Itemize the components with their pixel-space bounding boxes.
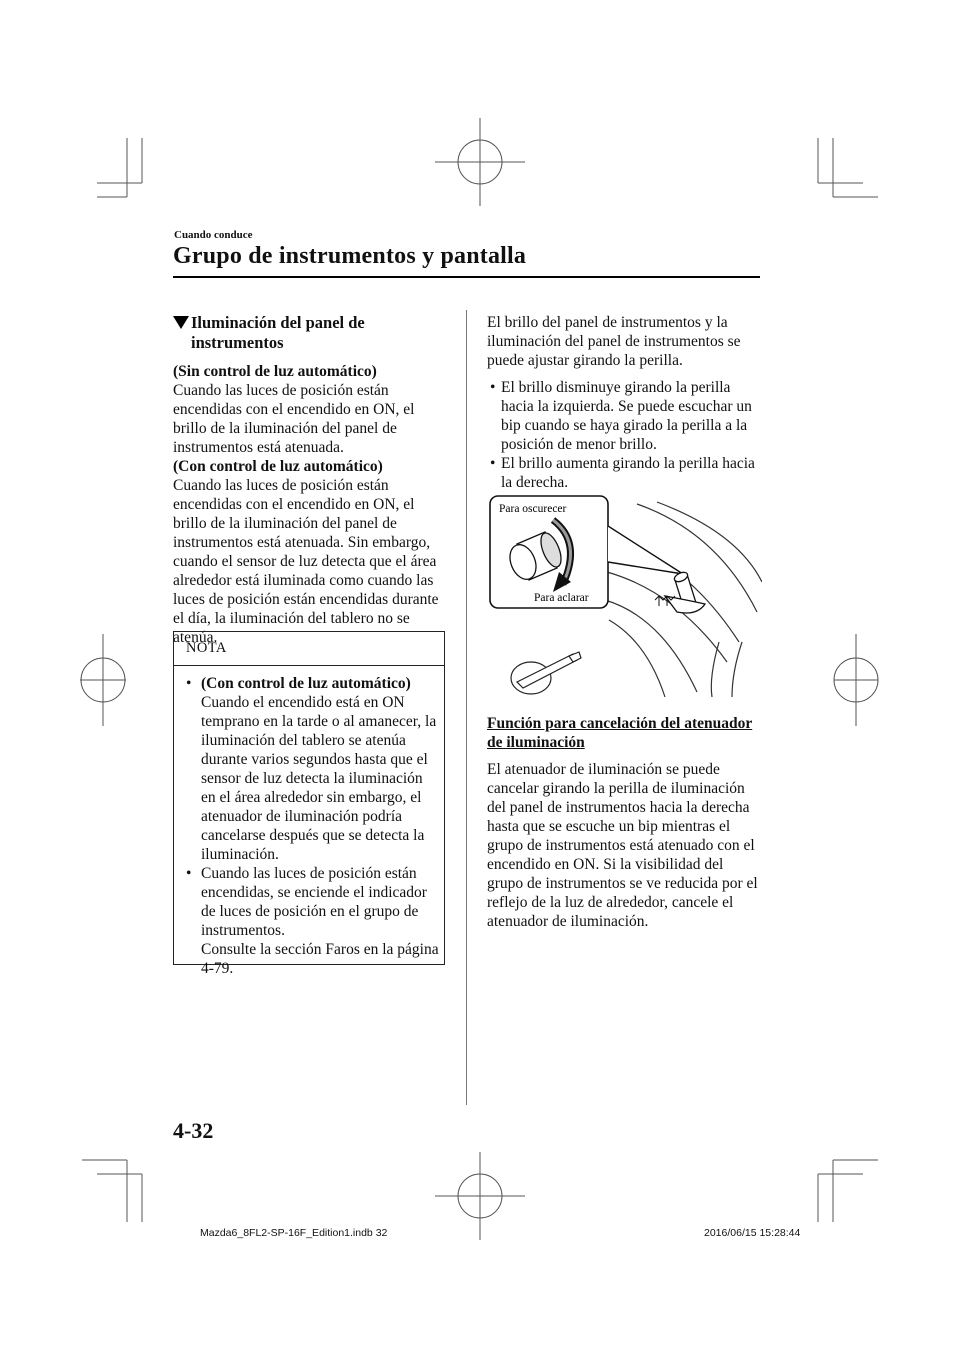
dimmer-illustration xyxy=(487,492,762,702)
note-item-text: Cuando el encendido está en ON temprano en la tarde o al amanecer, la iluminación del tablero se atenúa durante varios segundos hasta que el sensor de luz detecta la iluminación en el área alrededor sin embargo, el atenuador de iluminación podría cancelarse después que se detecta la iluminación. xyxy=(201,694,437,863)
page-number: 4-32 xyxy=(173,1118,214,1143)
bullet-icon: • xyxy=(490,455,496,472)
list-item xyxy=(487,454,762,492)
note-divider xyxy=(174,665,444,666)
paragraph-with-auto: Cuando las luces de posición están encendidas con el encendido en ON, el brillo de la iluminación del panel de instrumentos está atenuada. Sin embargo, cuando el sensor de luz detecta que el área alrededor está iluminada como cuando las luces de posición están encendidas durante el día, la iluminación del tablero no se atenúa. xyxy=(173,477,439,646)
brightness-list xyxy=(487,378,762,492)
left-column xyxy=(173,313,448,647)
file-info: Mazda6_8FL2-SP-16F_Edition1.indb 32 xyxy=(200,1227,388,1239)
list-item-text: El brillo disminuye girando la perilla hacia la izquierda. Se puede escuchar un bip cuando se haya girado la perilla a la posición de menor brillo. xyxy=(501,379,752,453)
list-item xyxy=(487,378,762,454)
label-brighten: Para aclarar xyxy=(534,592,589,604)
page-title: Grupo de instrumentos y pantalla xyxy=(173,243,527,269)
paragraph-without-auto: Cuando las luces de posición están encendidas con el encendido en ON, el brillo de la iluminación del panel de instrumentos está atenuada. xyxy=(173,382,415,456)
right-column-bottom xyxy=(487,714,762,931)
note-item-heading: (Con control de luz automático) xyxy=(201,675,411,692)
timestamp: 2016/06/15 15:28:44 xyxy=(704,1227,801,1239)
note-item xyxy=(184,864,439,978)
column-divider xyxy=(466,310,467,1105)
cancel-paragraph: El atenuador de iluminación se puede cancelar girando la perilla de iluminación del panel de instrumentos hacia la derecha hasta que se escuche un bip mientras el grupo de instrumentos está atenuado con el encendido en ON. Si la visibilidad del grupo de instrumentos se ve reducida por el reflejo de la luz de alrededor, cancele el atenuador de iluminación. xyxy=(487,761,758,930)
title-rule xyxy=(173,276,760,278)
list-item-text: El brillo aumenta girando la perilla hacia la derecha. xyxy=(501,455,755,491)
section-heading xyxy=(173,313,448,353)
dimmer-knob-figure xyxy=(487,492,762,702)
cancel-heading: Función para cancelación del atenuador de iluminación xyxy=(487,715,753,751)
note-box xyxy=(173,631,445,977)
bullet-icon: • xyxy=(186,675,192,692)
right-column-top xyxy=(487,313,762,492)
bullet-icon: • xyxy=(186,865,192,882)
section-label: Cuando conduce xyxy=(174,229,253,241)
note-title: NOTA xyxy=(186,640,227,656)
subheading-without-auto: (Sin control de luz automático) xyxy=(173,363,377,380)
note-item xyxy=(184,674,439,864)
intro-paragraph: El brillo del panel de instrumentos y la iluminación del panel de instrumentos se puede ajustar girando la perilla. xyxy=(487,314,741,369)
note-list xyxy=(184,674,439,978)
subheading-with-auto: (Con control de luz automático) xyxy=(173,458,383,475)
heading-line-1: Iluminación del panel de xyxy=(191,313,365,332)
note-item-reference: Consulte la sección Faros en la página 4-79. xyxy=(201,941,439,977)
triangle-marker-icon xyxy=(173,316,189,329)
label-darken: Para oscurecer xyxy=(499,503,567,515)
note-item-text: Cuando las luces de posición están encendidas, se enciende el indicador de luces de posición en el grupo de instrumentos. xyxy=(201,865,427,939)
heading-line-2: instrumentos xyxy=(191,333,284,352)
bullet-icon: • xyxy=(490,379,496,396)
